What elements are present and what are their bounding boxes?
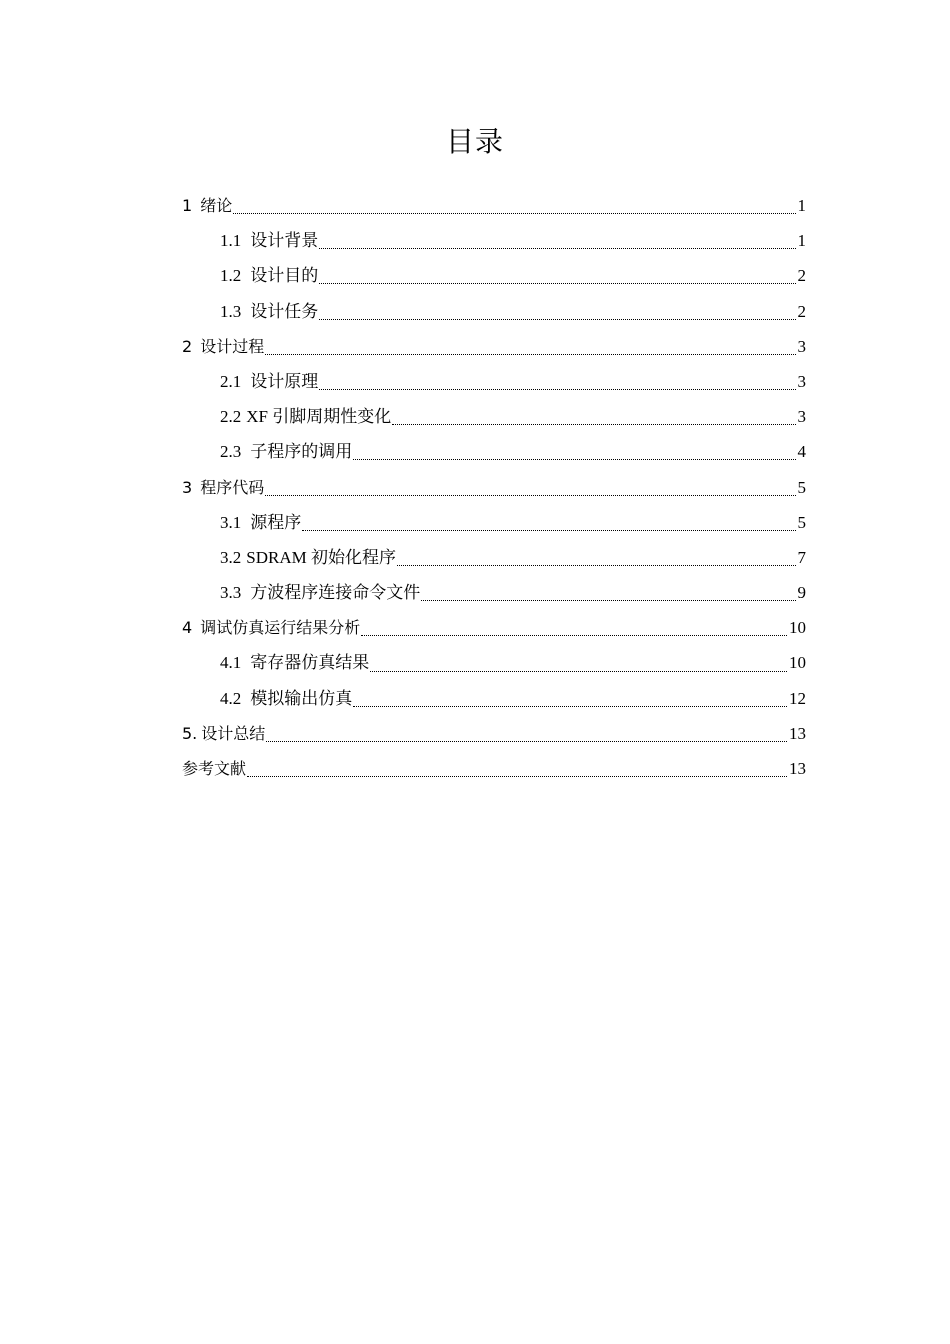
toc-entry-page: 1	[797, 196, 806, 215]
toc-entry-text: 参考文献	[182, 759, 247, 778]
toc-entry-label	[220, 364, 318, 399]
dot-leader	[319, 319, 795, 320]
toc-entry-references[interactable]	[182, 751, 806, 786]
dot-leader	[353, 706, 787, 707]
toc-entry-label	[182, 329, 264, 364]
toc-entry-number: 1.3	[220, 301, 242, 321]
toc-entry-text: 设计目的	[250, 266, 319, 286]
toc-entry-3-1[interactable]	[182, 505, 806, 540]
toc-entry-text: 设计过程	[200, 336, 265, 356]
toc-entry-label	[220, 681, 352, 716]
toc-entry-2-3[interactable]	[182, 434, 806, 469]
toc-entry-label	[220, 399, 391, 434]
toc-entry-page: 4	[797, 442, 806, 462]
dot-leader	[361, 635, 787, 636]
toc-entry-text: 设计总结	[201, 723, 266, 743]
toc-entry-5[interactable]	[182, 716, 806, 751]
toc-entry-page: 2	[797, 301, 806, 321]
toc-entry-page: 5	[797, 477, 806, 497]
dot-leader	[302, 530, 795, 531]
toc-entry-number: 2.1	[220, 371, 242, 391]
toc-entry-1-2[interactable]	[182, 258, 806, 293]
dot-leader	[266, 741, 787, 742]
toc-entry-4-1[interactable]	[182, 645, 806, 680]
toc-entry-text: 设计背景	[250, 231, 319, 251]
toc-entry-number: 1	[182, 196, 193, 215]
toc-entry-number: 1.1	[220, 231, 242, 251]
toc-entry-page: 13	[789, 723, 806, 743]
toc-entry-text: 源程序	[250, 512, 302, 532]
toc-entry-label	[220, 575, 420, 610]
toc-entry-text: 方波程序连接命令文件	[250, 583, 421, 603]
dot-leader	[233, 213, 795, 214]
toc-entry-2-1[interactable]	[182, 364, 806, 399]
toc-entry-number: 2	[182, 336, 193, 356]
toc-entry-label	[182, 470, 264, 505]
toc-entry-page: 5	[797, 512, 806, 532]
toc-entry-3[interactable]	[182, 470, 806, 505]
toc-entry-number: 2.2	[220, 407, 242, 427]
toc-entry-number: 1.2	[220, 266, 242, 286]
toc-entry-page: 10	[789, 653, 806, 673]
toc-entry-text: 程序代码	[200, 477, 265, 497]
dot-leader	[247, 776, 787, 777]
toc-entry-number: 2.3	[220, 442, 242, 462]
dot-leader	[319, 283, 795, 284]
toc-entry-number: 3.3	[220, 583, 242, 603]
dot-leader	[265, 354, 795, 355]
toc-entry-4[interactable]	[182, 610, 806, 645]
toc-entry-text: 绪论	[200, 196, 233, 215]
toc-entry-number: 3.2	[220, 547, 242, 567]
toc-entry-number: 4.1	[220, 653, 242, 673]
toc-entry-label	[220, 294, 318, 329]
toc-entry-text: 设计任务	[250, 301, 319, 321]
toc-entry-page: 3	[797, 371, 806, 391]
toc-entry-page: 10	[789, 618, 806, 638]
dot-leader	[319, 389, 795, 390]
toc-entry-page: 1	[797, 231, 806, 251]
dot-leader	[397, 565, 796, 566]
toc-entry-number: 3	[182, 477, 193, 497]
toc-entry-label	[220, 505, 301, 540]
toc-entry-page: 3	[797, 407, 806, 427]
toc-entry-number: 5.	[182, 723, 198, 743]
toc-entry-label	[220, 540, 396, 575]
toc-entry-page: 9	[797, 583, 806, 603]
dot-leader	[353, 459, 795, 460]
toc-entry-2[interactable]	[182, 329, 806, 364]
toc-entry-text: SDRAM 初始化程序	[246, 547, 396, 567]
dot-leader	[370, 671, 787, 672]
toc-entry-text: 设计原理	[250, 371, 319, 391]
toc-entry-text: 寄存器仿真结果	[250, 653, 370, 673]
toc-entry-text: 调试仿真运行结果分析	[200, 618, 361, 638]
toc-entry-label	[182, 188, 232, 223]
toc-entry-1[interactable]	[182, 188, 806, 223]
toc-entry-3-2[interactable]	[182, 540, 806, 575]
toc-entry-number: 4.2	[220, 688, 242, 708]
toc-entry-label	[220, 434, 352, 469]
toc-entry-text: XF 引脚周期性变化	[246, 407, 392, 427]
table-of-contents	[182, 188, 806, 786]
toc-entry-3-3[interactable]	[182, 575, 806, 610]
dot-leader	[421, 600, 795, 601]
dot-leader	[392, 424, 795, 425]
toc-entry-1-3[interactable]	[182, 294, 806, 329]
toc-entry-number: 4	[182, 618, 193, 638]
toc-entry-text: 模拟输出仿真	[250, 688, 353, 708]
toc-entry-label	[220, 258, 318, 293]
toc-entry-label	[220, 645, 369, 680]
toc-entry-page: 12	[789, 688, 806, 708]
toc-entry-label	[182, 716, 265, 751]
dot-leader	[319, 248, 795, 249]
toc-entry-page: 3	[797, 336, 806, 356]
toc-entry-label	[182, 751, 246, 786]
toc-entry-text: 子程序的调用	[250, 442, 353, 462]
toc-entry-number: 3.1	[220, 512, 242, 532]
toc-entry-label	[182, 610, 360, 645]
toc-entry-page: 7	[797, 547, 806, 567]
toc-entry-4-2[interactable]	[182, 681, 806, 716]
toc-entry-page: 13	[789, 759, 806, 778]
toc-entry-1-1[interactable]	[182, 223, 806, 258]
toc-entry-2-2[interactable]	[182, 399, 806, 434]
toc-entry-label	[220, 223, 318, 258]
dot-leader	[265, 495, 795, 496]
page-title: 目录	[445, 124, 504, 158]
toc-entry-page: 2	[797, 266, 806, 286]
